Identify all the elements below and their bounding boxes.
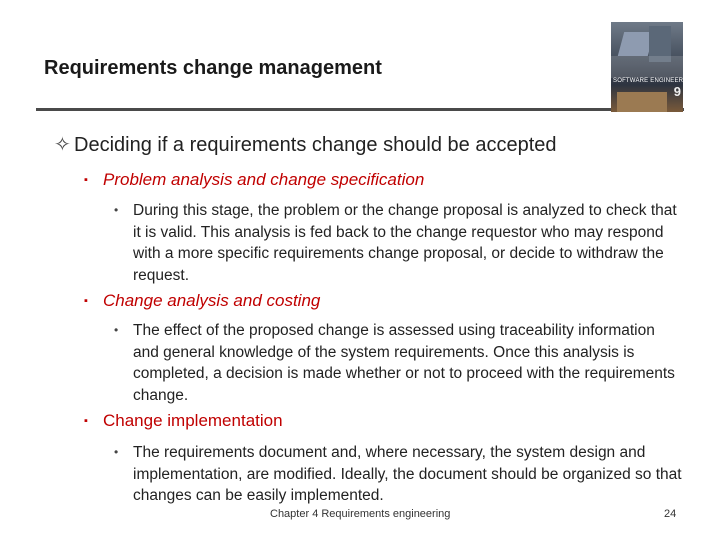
dot-bullet-icon: • [114, 323, 119, 337]
section-detail-change-implementation [114, 442, 683, 507]
section-detail-text: The effect of the proposed change is assessed using traceability information and general knowledge of the system requirements. Once this analysis is completed, a decision is made whether or not to proceed with the requirements change. [133, 322, 675, 404]
square-bullet-icon: ▪ [84, 174, 88, 186]
section-heading-change-implementation [84, 411, 283, 431]
section-heading-text: Change implementation [103, 411, 283, 430]
slide-title: Requirements change management [44, 57, 382, 79]
section-detail-change-analysis [114, 320, 683, 406]
footer-chapter: Chapter 4 Requirements engineering [270, 508, 451, 520]
book-cover-edition: 9 [673, 84, 681, 99]
main-bullet-text: Deciding if a requirements change should be accepted [74, 134, 557, 156]
section-heading-change-analysis [84, 291, 320, 311]
footer-page-number: 24 [664, 508, 677, 520]
section-heading-problem-analysis [84, 170, 424, 190]
title-divider [36, 108, 684, 111]
dot-bullet-icon: • [114, 203, 119, 217]
section-detail-text: During this stage, the problem or the change proposal is analyzed to check that it is valid. This analysis is fed back to the change requestor who may respond with a more specific requirements change proposal, or decide to withdraw the request. [133, 202, 677, 284]
dot-bullet-icon: • [114, 445, 119, 459]
book-cover-image [611, 22, 695, 112]
section-heading-text: Problem analysis and change specification [103, 170, 425, 189]
main-bullet [54, 132, 557, 157]
section-detail-text: The requirements document and, where necessary, the system design and implementation, are modified. Ideally, the document should be organized so that changes can be easily implemented. [133, 444, 682, 504]
section-heading-text: Change analysis and costing [103, 291, 321, 310]
book-cover-title: SOFTWARE ENGINEERING [613, 78, 695, 84]
four-point-star-icon: ✧ [54, 134, 71, 156]
square-bullet-icon: ▪ [84, 415, 88, 427]
section-detail-problem-analysis [114, 200, 683, 286]
square-bullet-icon: ▪ [84, 295, 88, 307]
